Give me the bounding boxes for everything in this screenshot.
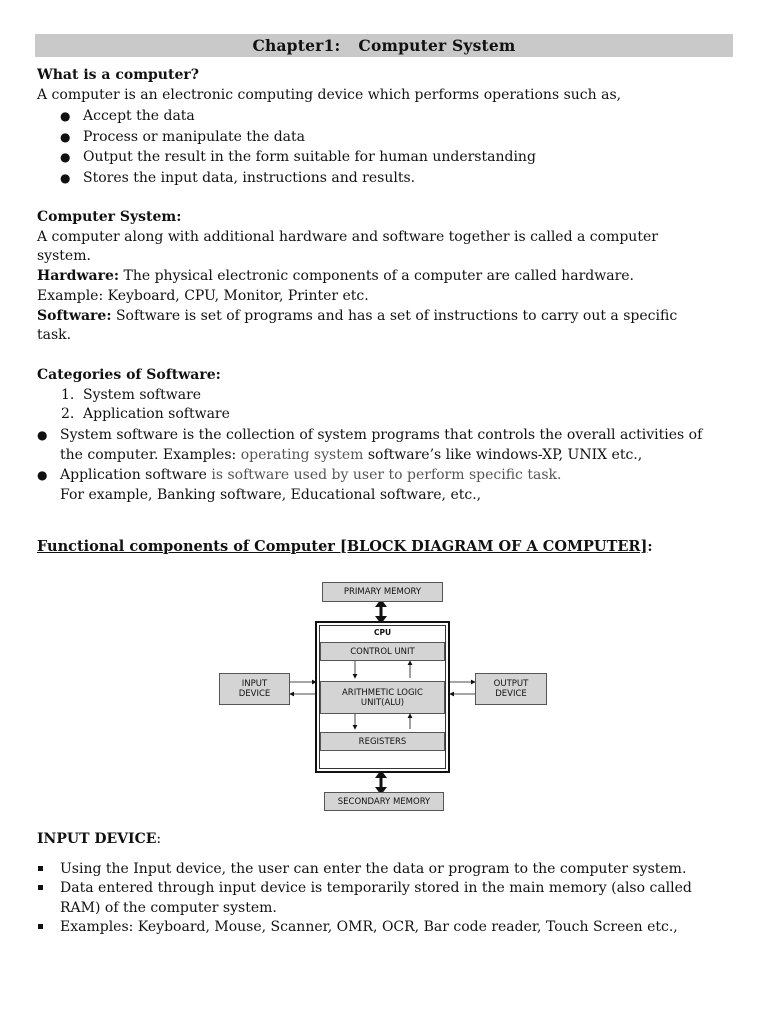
alu-box <box>320 681 445 714</box>
input-device-point2-line2: RAM) of the computer system. <box>60 900 277 916</box>
output-device-box <box>475 673 547 705</box>
computer-system-heading: Computer System: <box>37 209 182 225</box>
what-is-intro: A computer is an electronic computing device which performs operations such as, <box>37 87 622 103</box>
square-bullet-icon <box>38 924 43 929</box>
bullet-dot: ● <box>37 428 48 442</box>
computer-system-line1: A computer along with additional hardware and software together is called a computer <box>37 229 658 245</box>
hardware-definition <box>37 267 634 285</box>
input-device-point3: Examples: Keyboard, Mouse, Scanner, OMR, OCR, Bar code reader, Touch Screen etc., <box>60 919 678 935</box>
chapter-title-bar <box>35 34 733 57</box>
text-span: is software used by user to perform specific task. <box>211 467 562 483</box>
application-software-line1 <box>60 466 561 484</box>
list-number: 2. <box>61 406 75 422</box>
list-item: Application software <box>83 406 230 422</box>
categories-heading: Categories of Software: <box>37 367 221 383</box>
operating-system-term: operating system <box>240 447 364 463</box>
cpu-label: CPU <box>373 628 392 637</box>
system-software-line2 <box>60 446 642 464</box>
input-device-heading-text: INPUT DEVICE <box>37 831 157 847</box>
system-software-line1: System software is the collection of system programs that controls the overall activities of <box>60 427 703 443</box>
hardware-label: Hardware: <box>37 268 120 284</box>
bullet-dot: ● <box>60 130 71 144</box>
text-span: software’s like windows-XP, UNIX etc., <box>363 447 643 463</box>
output-line1: OUTPUT <box>493 679 529 689</box>
square-bullet-icon <box>38 885 43 890</box>
block-diagram <box>215 578 555 818</box>
functional-heading <box>37 538 653 556</box>
text-span: : <box>156 831 162 847</box>
output-line2: DEVICE <box>495 689 527 699</box>
alu-line2: UNIT(ALU) <box>360 697 405 708</box>
software-text: Software is set of programs and has a set of instructions to carry out a specific <box>111 308 678 324</box>
hardware-text: The physical electronic components of a computer are called hardware. <box>119 268 635 284</box>
text-span: the computer. Examples: <box>60 447 241 463</box>
what-is-heading: What is a computer? <box>37 67 199 83</box>
chapter-number: Chapter1: <box>252 36 341 55</box>
list-item: Process or manipulate the data <box>83 129 305 145</box>
input-device-box <box>219 673 290 705</box>
primary-memory-box: PRIMARY MEMORY <box>322 582 443 602</box>
control-unit-box: CONTROL UNIT <box>320 642 445 661</box>
input-device-heading <box>37 830 161 848</box>
list-item: System software <box>83 387 202 403</box>
chapter-name: Computer System <box>358 36 516 55</box>
list-number: 1. <box>61 387 75 403</box>
bullet-dot: ● <box>60 171 71 185</box>
list-item: Stores the input data, instructions and results. <box>83 170 416 186</box>
registers-box: REGISTERS <box>320 732 445 751</box>
software-definition <box>37 307 677 325</box>
bullet-dot: ● <box>60 109 71 123</box>
software-line2: task. <box>37 327 72 343</box>
input-device-point2-line1: Data entered through input device is temporarily stored in the main memory (also called <box>60 880 692 896</box>
hardware-example: Example: Keyboard, CPU, Monitor, Printer etc. <box>37 288 369 304</box>
bullet-dot: ● <box>60 150 71 164</box>
input-device-point1: Using the Input device, the user can enter the data or program to the computer system. <box>60 861 687 877</box>
alu-line1: ARITHMETIC LOGIC <box>341 687 423 698</box>
software-label: Software: <box>37 308 112 324</box>
list-item: Output the result in the form suitable for human understanding <box>83 149 536 165</box>
input-line1: INPUT <box>241 679 268 689</box>
list-item: Accept the data <box>83 108 195 124</box>
application-software-line2: For example, Banking software, Educational software, etc., <box>60 487 482 503</box>
square-bullet-icon <box>38 866 43 871</box>
functional-heading-text: Functional components of Computer [BLOCK DIAGRAM OF A COMPUTER] <box>37 538 648 555</box>
text-span: Application software <box>60 467 212 483</box>
secondary-memory-box: SECONDARY MEMORY <box>324 792 444 811</box>
computer-system-line2: system. <box>37 248 91 264</box>
input-line2: DEVICE <box>238 689 271 699</box>
text-span: : <box>647 539 653 555</box>
bullet-dot: ● <box>37 468 48 482</box>
